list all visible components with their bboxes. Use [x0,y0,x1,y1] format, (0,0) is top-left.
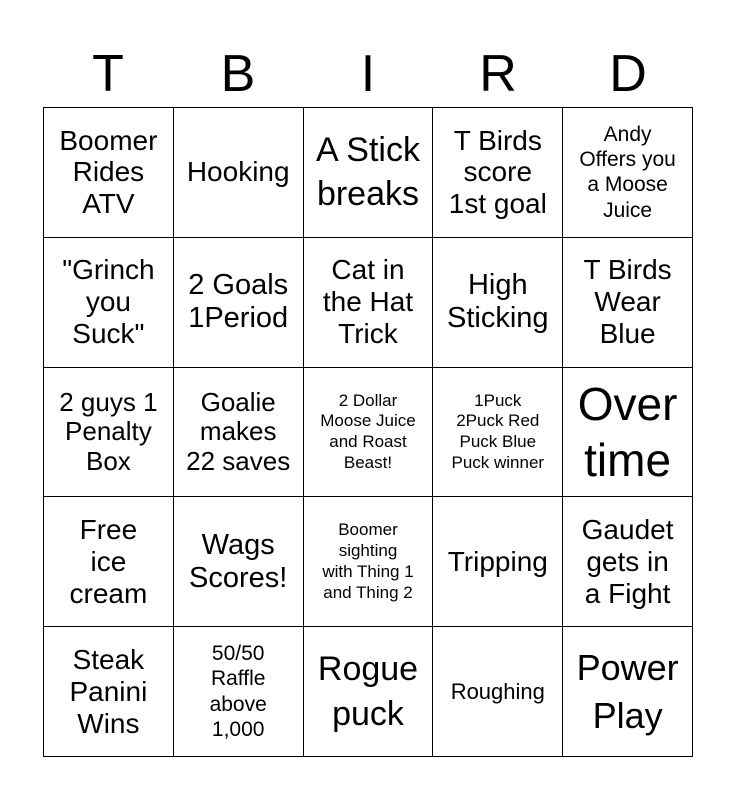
bingo-cell[interactable] [304,368,434,498]
header-letter-d: D [609,45,647,103]
bingo-cell[interactable] [563,238,693,368]
bingo-cell-text: T Birds score 1st goal [448,124,547,220]
bingo-cell-text: Andy Offers you a Moose Juice [579,123,676,222]
bingo-cell[interactable] [174,238,304,368]
bingo-cell[interactable] [44,497,174,627]
bingo-cell[interactable] [174,368,304,498]
bingo-cell-text: Hooking [186,156,290,188]
bingo-cell[interactable] [563,497,693,627]
bingo-cell[interactable] [174,627,304,757]
bingo-cell[interactable] [304,238,434,368]
bingo-cell-text: "Grinch you Suck" [62,254,155,350]
bingo-cell[interactable] [174,497,304,627]
bingo-card-grid [43,107,693,757]
bingo-cell[interactable] [563,108,693,238]
bingo-cell-text: 2 Dollar Moose Juice and Roast Beast! [320,390,416,472]
bingo-cell-text: Over time [577,377,678,486]
bingo-cell-text: Rogue puck [317,650,419,733]
bingo-cell[interactable] [44,238,174,368]
bingo-cell[interactable] [44,627,174,757]
header-letter-r: R [479,45,517,103]
bingo-cell-text: 2 guys 1 Penalty Box [59,386,158,476]
bingo-cell-text: Wags Scores! [189,528,288,594]
bingo-cell[interactable] [433,497,563,627]
bingo-cell-text: Boomer sighting with Thing 1 and Thing 2 [322,520,414,602]
bingo-cell[interactable] [433,627,563,757]
bingo-cell[interactable] [563,368,693,498]
bingo-cell[interactable] [174,108,304,238]
bingo-cell-text: Boomer Rides ATV [59,124,158,220]
bingo-cell-text: Tripping [447,545,548,577]
bingo-cell[interactable] [433,238,563,368]
bingo-cell-text: High Sticking [447,269,549,335]
bingo-header [43,40,693,108]
bingo-cell-text: Power Play [576,647,679,736]
bingo-cell-text: 50/50 Raffle above 1,000 [209,642,267,741]
bingo-cell[interactable] [433,108,563,238]
header-letter-b: B [220,45,256,103]
bingo-cell-text: T Birds Wear Blue [583,254,672,350]
header-letter-t: T [92,45,124,103]
bingo-cell-text: Goalie makes 22 saves [186,386,291,476]
bingo-cell[interactable] [44,368,174,498]
bingo-cell[interactable] [304,627,434,757]
bingo-cell[interactable] [304,108,434,238]
bingo-cell[interactable] [433,368,563,498]
bingo-cell-text: Free ice cream [69,513,148,609]
bingo-cell[interactable] [304,497,434,627]
bingo-cell-text: Steak Panini Wins [69,643,148,739]
bingo-cell[interactable] [563,627,693,757]
header-letter-i: I [360,45,376,103]
bingo-cell-text: Roughing [450,678,545,704]
bingo-cell[interactable] [44,108,174,238]
bingo-cell-text: 2 Goals 1Period [188,269,289,335]
bingo-cell-text: 1Puck 2Puck Red Puck Blue Puck winner [451,390,545,472]
bingo-cell-text: A Stick breaks [316,131,420,214]
bingo-cell-text: Gaudet gets in a Fight [581,513,674,609]
bingo-cell-text: Cat in the Hat Trick [322,254,414,350]
